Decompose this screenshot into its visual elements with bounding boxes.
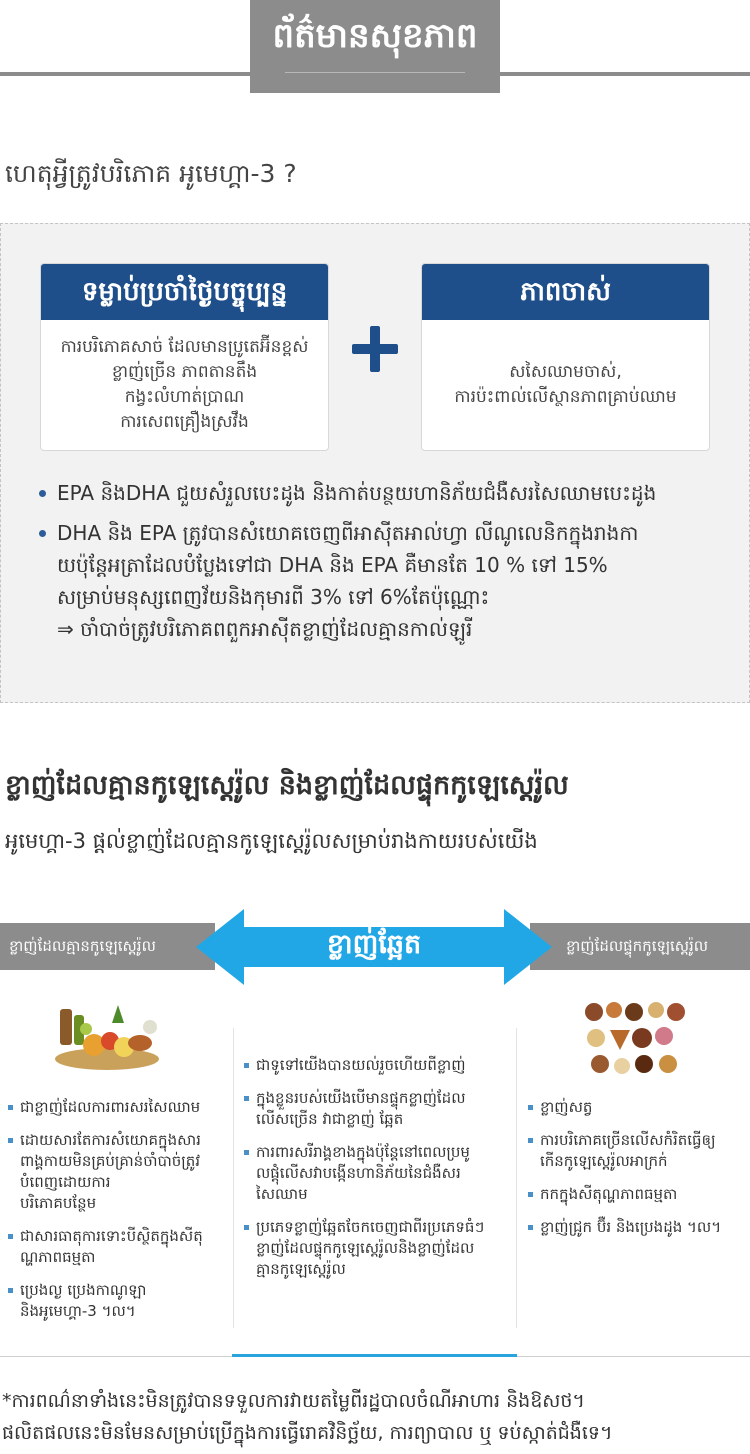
list-line: គ្មានកូឡេស្តេរ៉ូល <box>256 1260 346 1278</box>
band-with-cholesterol <box>530 923 750 970</box>
list-item <box>6 1226 230 1268</box>
card-body <box>422 320 709 450</box>
bullet-line: ⇒ ចាំបាច់ត្រូវបរិភោគពពួកអាស៊ីតខ្លាញ់ដែលគ្មានកាល់ឡូរី <box>57 617 473 641</box>
bullet-dot-icon <box>39 490 46 497</box>
list-line: ខ្លាញ់ដែលផ្ទុកកូឡេស្តេរ៉ូលនិងខ្លាញ់ដែល <box>256 1239 475 1257</box>
column-divider <box>516 1028 517 1328</box>
list-line: ក្នុងខ្លួនរបស់យើងបើមានផ្ទុកខ្លាញ់ដែល <box>256 1089 466 1107</box>
list-line: លើសច្រើន វាជាខ្លាញ់ ឆ្អែត <box>256 1110 404 1128</box>
disclaimer <box>2 1385 613 1449</box>
card-title: ភាពចាស់ <box>422 264 709 320</box>
list-item <box>242 1088 512 1130</box>
list-item <box>526 1097 748 1118</box>
list-line: ជាសារធាតុការទោះបីស្ថិតក្នុងសីតុ <box>20 1227 203 1245</box>
list-line: ការបរិភោគច្រើនលើសកំរិតធ្វើឲ្យ <box>540 1131 716 1149</box>
list-line: និងអូមេហ្គា-3 ។ល។ <box>20 1302 136 1320</box>
list-line: កកក្នុងសីតុណ្ហភាពធម្មតា <box>540 1185 678 1203</box>
list-line: លផ្តុំលើសវាបង្កើនហានិភ័យនៃជំងឺសរ <box>256 1164 461 1182</box>
list-line: សៃឈាម <box>256 1185 308 1203</box>
list-item <box>6 1130 230 1214</box>
plus-icon <box>352 326 398 372</box>
card-line: កង្វះលំហាត់ប្រាណ <box>124 387 245 407</box>
list-line: ការពារសរីរាង្គខាងក្នុងប៉ុន្តែនៅពេលប្រមូ <box>256 1143 470 1161</box>
list-line: ប្រភេទខ្លាញ់ឆ្អែតចែកចេញជាពីរប្រភេទធំៗ <box>256 1218 485 1236</box>
band-no-cholesterol <box>0 923 215 970</box>
fatty-food-image <box>582 1000 688 1080</box>
saturated-fat-label: ខ្លាញ់ឆ្អែត <box>326 929 422 960</box>
list-line: ពាង្គកាយមិនគ្រប់គ្រាន់ចាំបាច់ត្រូវ <box>20 1152 201 1170</box>
bullet-line: DHA និង EPA ត្រូវបានសំយោគចេញពីអាស៊ីតអាល់ហ្វា លីណូលេនិកក្នុងរាងកា <box>57 521 639 545</box>
card-title: ទម្លាប់ប្រចាំថ្ងៃបច្ចុប្បន្ន <box>41 264 328 320</box>
list-item <box>6 1097 230 1118</box>
accent-underline <box>232 1354 517 1357</box>
list-line: ខ្លាញ់ជ្រូក ប៊ឺរ និងប្រេងដូង ។ល។ <box>540 1218 722 1236</box>
list-item <box>526 1184 748 1205</box>
list-item <box>526 1217 748 1238</box>
column-no-cholesterol <box>6 1097 230 1334</box>
bullet-dot-icon <box>39 530 46 537</box>
list-line: កើនកូឡេស្តេរ៉ូលអាក្រក់ <box>540 1152 668 1170</box>
card-current-habits <box>40 263 329 451</box>
bullet-line: EPA និងDHA ជួយសំរួលបេះដូង និងកាត់បន្ថយហានិភ័យជំងឺសរសៃឈាមបេះដូង <box>57 481 657 505</box>
list-line: ជាទូទៅយើងបានយល់រួចហើយពីខ្លាញ់ <box>256 1056 466 1074</box>
disclaimer-line: ផលិតផលនេះមិនមែនសម្រាប់ប្រើក្នុងការធ្វើរោគវិនិច្ឆ័យ, ការព្យាបាល ឬ ទប់ស្កាត់ជំងឺទេ។ <box>2 1422 613 1444</box>
card-line: ការបរិភោគសាច់ ដែលមានប្រូតេអ៊ីនខ្ពស់ <box>60 337 309 357</box>
column-divider <box>233 1028 234 1328</box>
list-line: ខ្លាញ់សត្វ <box>540 1098 593 1116</box>
list-line: ប្រេងល្ង ប្រេងកាណូឡា <box>20 1281 147 1299</box>
list-item <box>242 1055 512 1076</box>
bullet-item <box>38 517 738 645</box>
title-underline <box>285 72 465 73</box>
card-line: ខ្លាញ់ច្រើន ភាពតានតឹង <box>111 362 258 382</box>
list-item <box>6 1280 230 1322</box>
disclaimer-line: *ការពណ៌នាទាំងនេះមិនត្រូវបានទទួលការវាយតម្លៃពីរដ្ឋបាលចំណីអាហារ និងឱសថ។ <box>2 1390 585 1412</box>
section-title-why-omega3: ហេតុអ្វីត្រូវបរិភោគ អូមេហ្គា-3 ? <box>5 159 297 188</box>
list-line: ដោយសារតែការសំយោគក្នុងសារ <box>20 1131 201 1149</box>
benefit-bullets <box>38 477 738 645</box>
header-tab <box>250 0 500 93</box>
band-label: ខ្លាញ់ដែលផ្ទុកកូឡេស្តេរ៉ូល <box>566 937 709 955</box>
bullet-line: យប៉ុន្តែអត្រាដែលបំប្លែងទៅជា DHA និង EPA គឺមានតែ 10 % ទៅ 15% <box>57 553 608 577</box>
card-line: សសៃឈាមចាស់, <box>509 362 622 382</box>
card-line: ការប៉ះពាល់លើស្ថានភាពគ្រាប់ឈាម <box>454 387 677 407</box>
card-aging <box>421 263 710 451</box>
column-with-cholesterol <box>526 1097 748 1250</box>
list-line: ជាខ្លាញ់ដែលការពារសរសៃឈាម <box>20 1098 201 1116</box>
list-line: បរិភោគបន្ថែម <box>20 1194 97 1212</box>
band-label: ខ្លាញ់ដែលគ្មានកូឡេស្តេរ៉ូល <box>9 937 156 955</box>
section-title-fats: ខ្លាញ់ដែលគ្មានកូឡេស្តេរ៉ូល និងខ្លាញ់ដែលផ្ទុកកូឡេស្តេរ៉ូល <box>5 770 569 801</box>
page-title: ព័ត៌មានសុខភាព <box>272 16 478 56</box>
list-item <box>242 1217 512 1280</box>
healthy-food-image <box>52 995 162 1075</box>
bullet-line: សម្រាប់មនុស្សពេញវ័យនិងកុមារពី 3% ទៅ 6%តែប៉ុណ្ណោះ <box>57 585 490 609</box>
list-item <box>242 1142 512 1205</box>
list-line: ណ្ហភាពធម្មតា <box>20 1248 96 1266</box>
list-line: បំពេញដោយការ <box>20 1173 111 1191</box>
column-saturated <box>242 1055 512 1292</box>
bullet-item <box>38 477 738 509</box>
section-subtitle: អូមេហ្គា-3 ផ្តល់ខ្លាញ់ដែលគ្មានកូឡេស្តេរ៉ូលសម្រាប់រាងកាយរបស់យើង <box>5 829 538 853</box>
card-line: ការសេពគ្រឿងស្រវឹង <box>120 412 249 432</box>
list-item <box>526 1130 748 1172</box>
card-body <box>41 320 328 450</box>
